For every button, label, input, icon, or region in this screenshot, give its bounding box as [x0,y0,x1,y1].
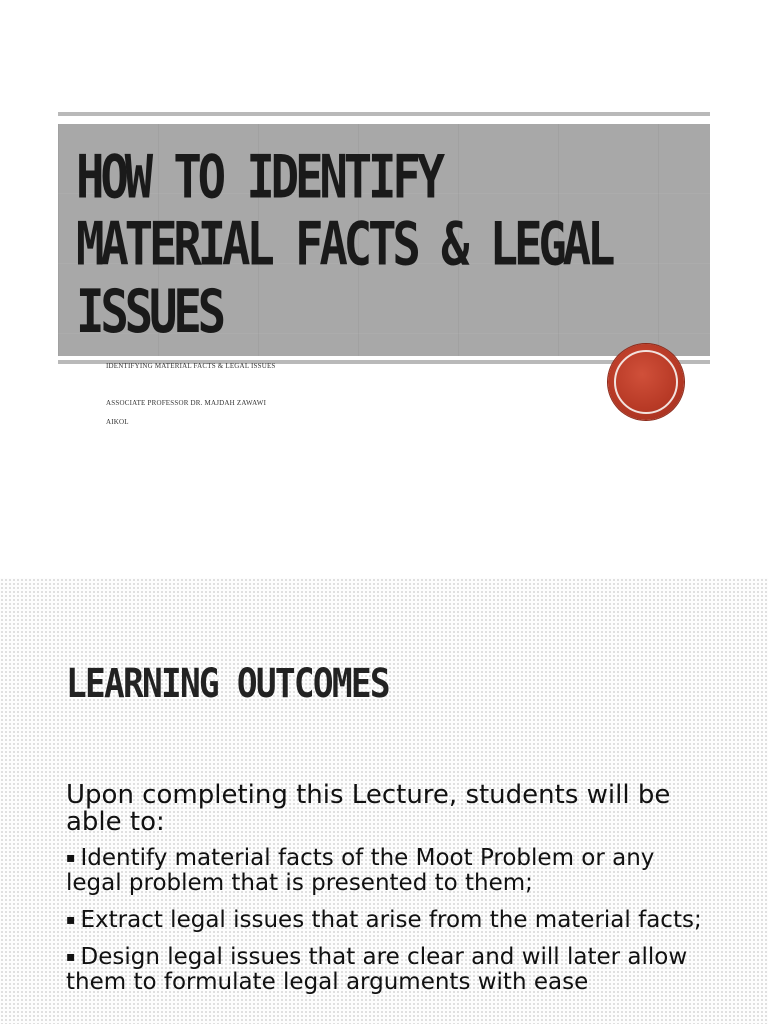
learning-outcomes-slide [0,578,768,1024]
bullet-icon: ▪ [66,912,76,928]
slide-title [76,142,612,347]
learning-outcomes-heading: LEARNING OUTCOMES [66,661,389,707]
list-item-text: Design legal issues that are clear and will later allow them to formulate legal arguments with ease [66,944,688,995]
slide-title-line-2: MATERIAL FACTS & LEGAL [76,210,612,280]
subtitle-topic: IDENTIFYING MATERIAL FACTS & LEGAL ISSUES [106,362,276,370]
slide-title-line-1: HOW TO IDENTIFY [76,142,442,213]
bullet-icon: ▪ [66,850,76,866]
banner-top-rule [58,112,710,116]
red-seal-icon [608,344,684,420]
list-item [66,846,716,896]
slide-title-line-3: ISSUES [76,277,223,347]
subtitle-author: ASSOCIATE PROFESSOR DR. MAJDAH ZAWAWI [106,399,267,407]
list-item-text: Identify material facts of the Moot Problem or any legal problem that is presented to them; [66,845,655,896]
list-item [66,945,716,995]
seal-ring [614,350,678,414]
title-banner [58,124,710,356]
bullet-icon: ▪ [66,949,76,965]
learning-outcomes-body [66,782,716,1007]
list-item-text: Extract legal issues that arise from the material facts; [80,907,702,933]
list-item [66,908,716,933]
lead-text: Upon completing this Lecture, students will be able to: [66,780,671,837]
subtitle-institution: AIKOL [106,418,129,426]
